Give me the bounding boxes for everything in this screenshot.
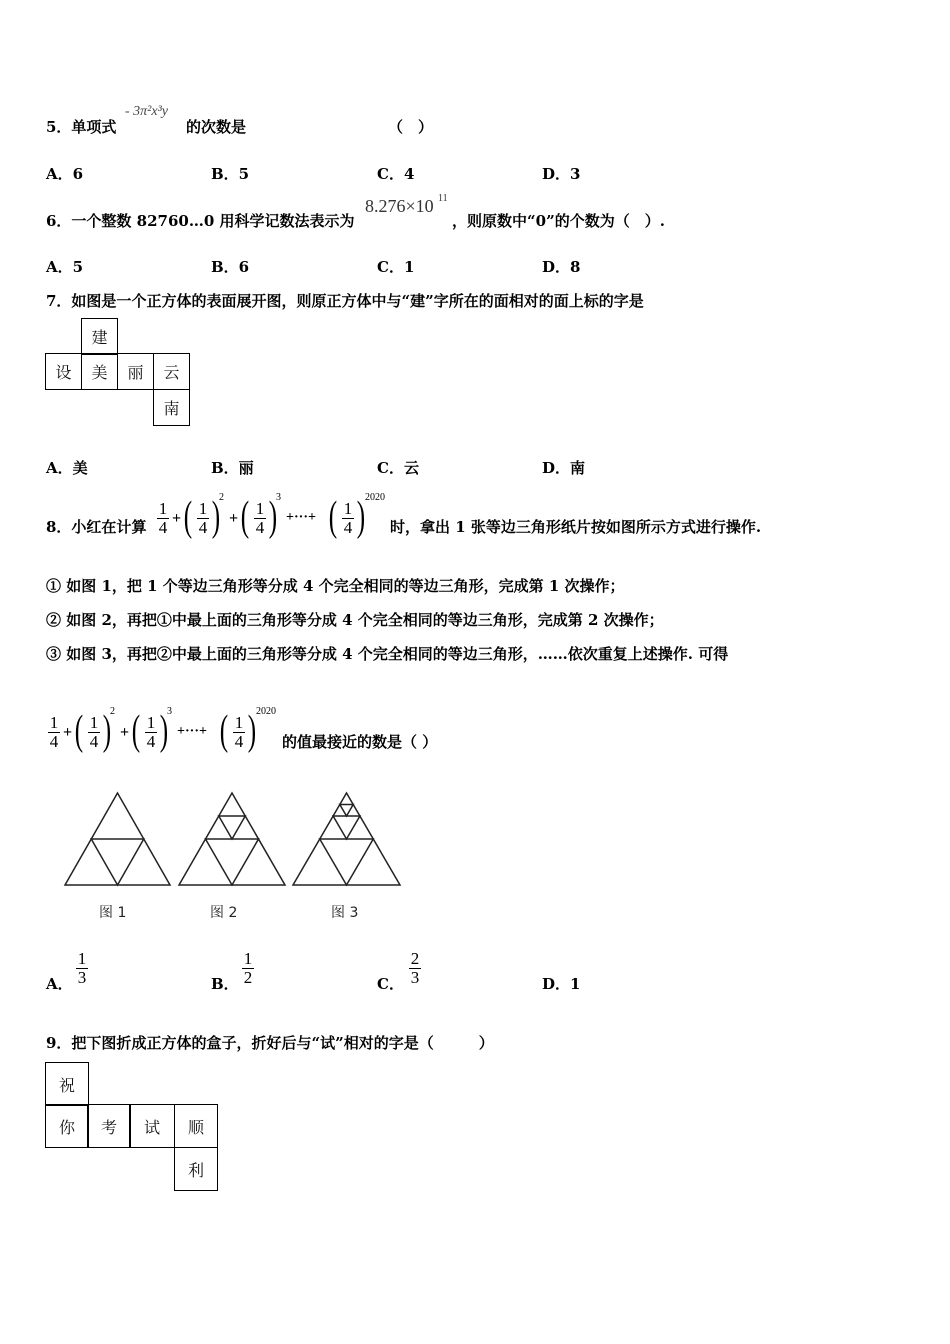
q8-stem-tail: 时，拿出 1 张等边三角形纸片按如图所示方式进行操作. bbox=[390, 518, 762, 536]
q5-answer-paren: （ ） bbox=[388, 118, 434, 136]
q5-stem-tail: 的次数是 bbox=[186, 118, 247, 136]
q7-cell-li: 丽 bbox=[117, 353, 154, 390]
q8-step3: ③ 如图 3，再把②中最上面的三角形等分成 4 个完全相同的等边三角形，……依次重复上述操作. 可得 bbox=[46, 645, 729, 663]
q8-option-b-label: B． bbox=[211, 975, 239, 993]
q6-expression: 8.276×10 bbox=[365, 196, 434, 216]
q8-exp3: 3 bbox=[276, 492, 281, 503]
q5-expression: - 3π²x³y bbox=[125, 104, 168, 119]
figure-1-triangle bbox=[65, 793, 170, 885]
q7-option-b: B．丽 bbox=[211, 459, 254, 477]
q5-option-d: D．3 bbox=[542, 165, 581, 183]
figure-3-caption: 图 3 bbox=[331, 905, 359, 921]
q8-term1: 1 4 bbox=[158, 499, 168, 537]
q8-stem: 8．小红在计算 bbox=[46, 518, 147, 536]
q6-option-b: B．6 bbox=[211, 258, 250, 276]
q5-option-c: C．4 bbox=[377, 165, 415, 183]
q7-cell-yun: 云 bbox=[153, 353, 190, 390]
q8-exp2: 2 bbox=[219, 492, 224, 503]
q8-plus2: + bbox=[229, 510, 239, 527]
q8-option-a-frac: 1 3 bbox=[77, 949, 87, 987]
figure-1-caption: 图 1 bbox=[99, 905, 127, 921]
q8-option-d: D．1 bbox=[542, 975, 581, 993]
figure-2-caption: 图 2 bbox=[210, 905, 238, 921]
q7-option-c: C．云 bbox=[377, 459, 419, 477]
q8-option-a-label: A． bbox=[46, 975, 73, 993]
q7-stem: 7．如图是一个正方体的表面展开图，则原正方体中与“建”字所在的面相对的面上标的字是 bbox=[46, 292, 644, 310]
figure-3-triangle bbox=[293, 793, 400, 885]
q8-step2: ② 如图 2，再把①中最上面的三角形等分成 4 个完全相同的等边三角形，完成第 2 次操作； bbox=[46, 611, 664, 629]
q6-stem-tail: ，则原数中“0”的个数为（ ）. bbox=[452, 212, 665, 230]
q8-option-c-frac: 2 3 bbox=[410, 949, 420, 987]
q9-cell-li: 利 bbox=[174, 1147, 218, 1191]
q8-option-b-frac: 1 2 bbox=[243, 949, 253, 987]
q7-cell-jian: 建 bbox=[81, 318, 118, 355]
q9-stem: 9．把下图折成正方体的盒子，折好后与“试”相对的字是（ ） bbox=[46, 1034, 494, 1052]
q8-plus1: + bbox=[172, 510, 182, 527]
q8-option-c-label: C． bbox=[377, 975, 404, 993]
q5-option-a: A．6 bbox=[46, 165, 84, 183]
q5-option-b: B．5 bbox=[211, 165, 250, 183]
q6-option-d: D．8 bbox=[542, 258, 581, 276]
q7-cell-mei: 美 bbox=[81, 353, 118, 390]
q9-cell-shun: 顺 bbox=[174, 1104, 218, 1148]
q8-b-term1: 1 4 bbox=[49, 713, 59, 751]
q5-stem: 5．单项式 bbox=[46, 118, 117, 136]
q8-triangle-figures bbox=[55, 785, 415, 895]
q9-cell-ni: 你 bbox=[45, 1104, 89, 1148]
q6-option-a: A．5 bbox=[46, 258, 84, 276]
q8-b-term2: 1 4 bbox=[89, 713, 99, 751]
q8-exp2020: 2020 bbox=[365, 492, 385, 503]
q7-option-d: D．南 bbox=[542, 459, 586, 477]
q9-cell-zhu: 祝 bbox=[45, 1062, 89, 1106]
q8-term2: 1 4 bbox=[198, 499, 208, 537]
q8-question: 的值最接近的数是（ ） bbox=[282, 733, 438, 751]
q7-cell-nan: 南 bbox=[153, 389, 190, 426]
q8-dots: +···+ bbox=[286, 510, 316, 525]
q9-cell-shi: 试 bbox=[129, 1104, 175, 1148]
q7-option-a: A．美 bbox=[46, 459, 88, 477]
figure-2-triangle bbox=[179, 793, 285, 885]
q8-term3: 1 4 bbox=[255, 499, 265, 537]
q8-step1: ① 如图 1，把 1 个等边三角形等分成 4 个完全相同的等边三角形，完成第 1 次操作； bbox=[46, 577, 625, 595]
q9-cell-kao: 考 bbox=[87, 1104, 131, 1148]
q8-b-term3: 1 4 bbox=[146, 713, 156, 751]
q6-exponent: 11 bbox=[438, 193, 448, 204]
q7-cell-she: 设 bbox=[45, 353, 82, 390]
q8-term-last: 1 4 bbox=[343, 499, 353, 537]
q8-b-term-last: 1 4 bbox=[234, 713, 244, 751]
q6-option-c: C．1 bbox=[377, 258, 415, 276]
q6-stem: 6．一个整数 82760…0 用科学记数法表示为 bbox=[46, 212, 355, 230]
